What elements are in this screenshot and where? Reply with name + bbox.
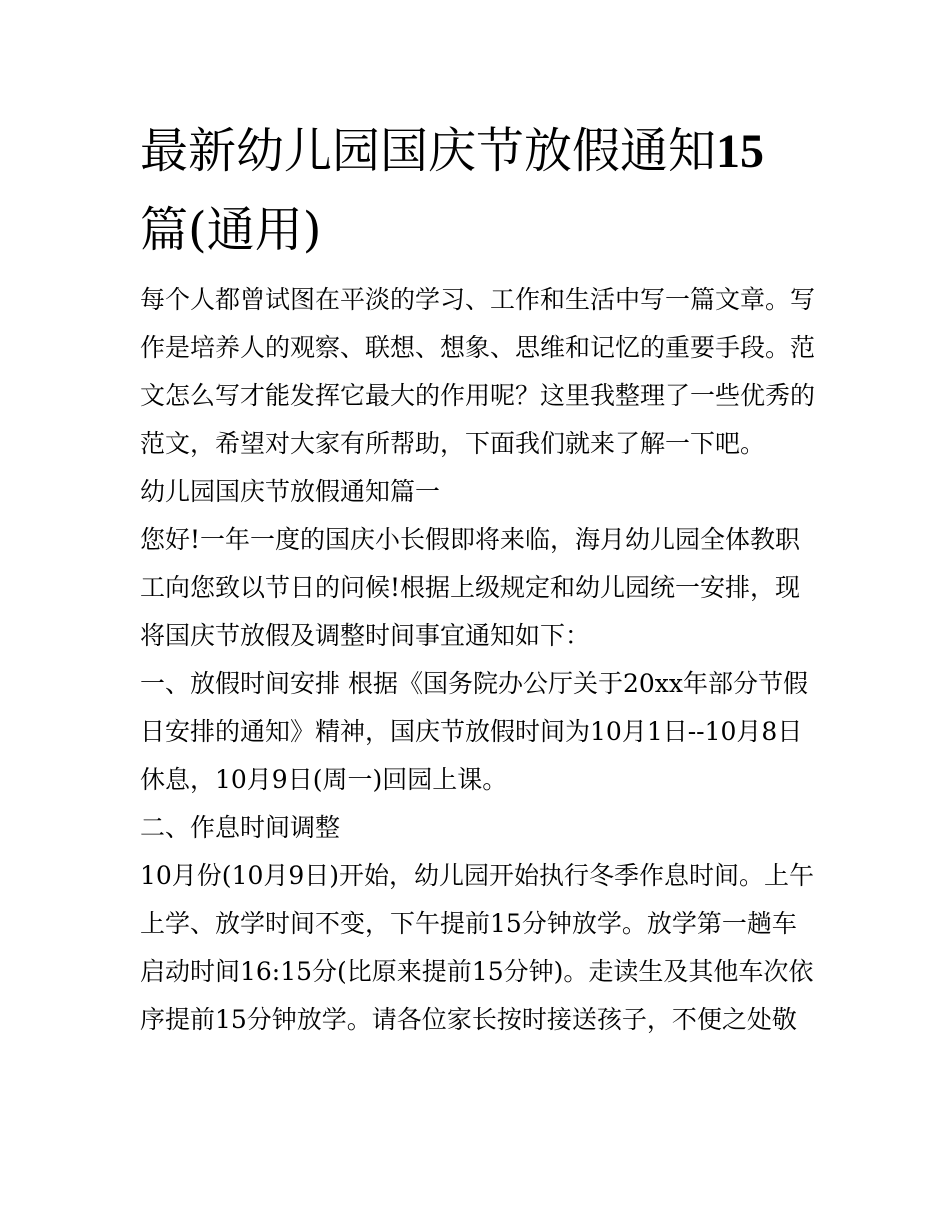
- paragraph-line: 作是培养人的观察、联想、想象、思维和记忆的重要手段。范: [140, 333, 816, 362]
- title-text-part1: 最新幼儿园国庆节放假通知: [140, 123, 717, 179]
- paragraph-line: 一、放假时间安排 根据《国务院办公厅关于20xx年部分节假: [140, 669, 808, 698]
- paragraph-line: 序提前15分钟放学。请各位家长按时接送孩子，不便之处敬: [140, 1005, 797, 1034]
- document-body: [140, 276, 816, 1044]
- document-title: [140, 112, 820, 269]
- paragraph-line: 您好!一年一度的国庆小长假即将来临，海月幼儿园全体教职: [140, 525, 801, 554]
- section-heading: 幼儿园国庆节放假通知篇一: [140, 477, 441, 506]
- paragraph-line: 上学、放学时间不变，下午提前15分钟放学。放学第一趟车: [140, 909, 797, 938]
- section-heading: 二、作息时间调整: [140, 813, 341, 842]
- paragraph-line: 每个人都曾试图在平淡的学习、工作和生活中写一篇文章。写: [140, 285, 816, 314]
- paragraph-line: 休息，10月9日(周一)回园上课。: [140, 765, 508, 794]
- paragraph-line: 10月份(10月9日)开始，幼儿园开始执行冬季作息时间。上午: [140, 861, 815, 890]
- paragraph-line: 启动时间16:15分(比原来提前15分钟)。走读生及其他车次依: [140, 957, 814, 986]
- paragraph-line: 将国庆节放假及调整时间事宜通知如下：: [140, 621, 591, 650]
- paragraph-line: 工向您致以节日的问候!根据上级规定和幼儿园统一安排，现: [140, 573, 801, 602]
- title-text-part2: 篇(通用): [140, 202, 322, 258]
- paragraph-line: 日安排的通知》精神，国庆节放假时间为10月1日--10月8日: [140, 717, 803, 746]
- title-number: 15: [716, 125, 765, 178]
- paragraph-line: 文怎么写才能发挥它最大的作用呢？这里我整理了一些优秀的: [140, 381, 816, 410]
- paragraph-line: 范文，希望对大家有所帮助，下面我们就来了解一下吧。: [140, 429, 766, 458]
